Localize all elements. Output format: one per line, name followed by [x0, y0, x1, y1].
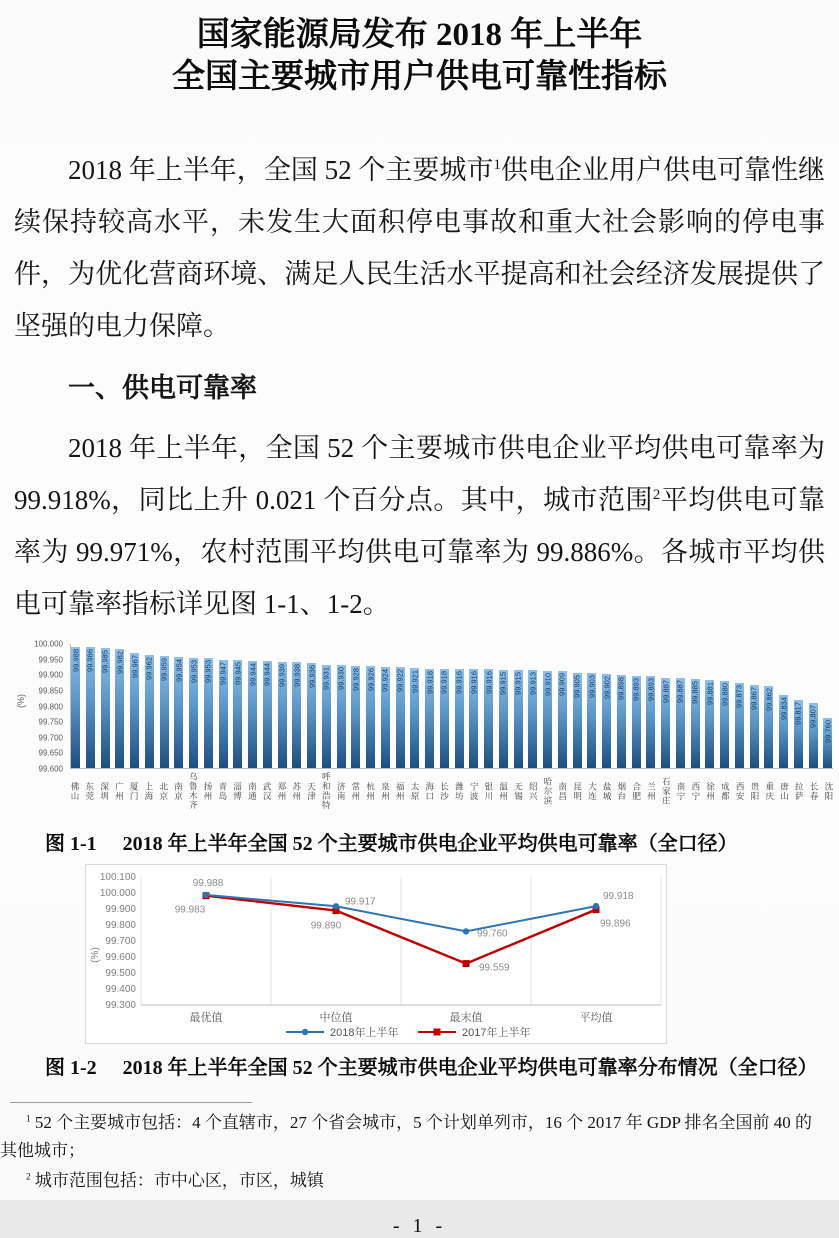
bar-category-label: 哈尔滨 — [543, 776, 553, 806]
bar-slot — [617, 644, 626, 768]
bar-烟台 — [617, 675, 626, 768]
footnote-2 — [0, 1167, 825, 1195]
bar-slot — [720, 644, 729, 768]
bar-乌鲁木齐 — [189, 658, 198, 768]
bar-slot — [410, 644, 419, 768]
bar-slot — [661, 644, 670, 768]
y-tick-label: 99.850 — [38, 686, 63, 696]
bar-西安 — [735, 683, 744, 768]
figure-1-1-caption — [45, 830, 825, 858]
data-point-label: 99.917 — [345, 896, 376, 908]
legend-label: 2017年上半年 — [462, 1027, 531, 1039]
bar-category-label: 合肥 — [631, 781, 642, 801]
bar-category-label: 徐州 — [705, 781, 716, 801]
bar-category-label: 西安 — [735, 781, 746, 801]
bar-category-label: 太原 — [409, 781, 420, 801]
bar-value-label: 99.967 — [130, 655, 139, 679]
data-point-marker — [203, 892, 209, 898]
bar-扬州 — [204, 658, 213, 768]
bar-slot — [189, 644, 198, 768]
bar-slot — [322, 644, 331, 768]
bar-category-label: 南通 — [247, 781, 258, 801]
legend-swatch-marker — [434, 1029, 441, 1036]
y-tick-label: 99.950 — [38, 655, 63, 665]
bar-value-label: 99.916 — [484, 671, 493, 695]
bar-西宁 — [691, 679, 700, 768]
bar-厦门 — [130, 653, 139, 768]
data-point-label: 99.896 — [600, 918, 631, 930]
bar-value-label: 99.807 — [808, 705, 818, 729]
bar-category-label: 东莞 — [84, 781, 95, 801]
bar-category-label: 温州 — [498, 781, 509, 801]
bar-昆明 — [573, 673, 582, 768]
bar-value-label: 99.954 — [174, 659, 184, 683]
bar-category-label: 沈阳 — [823, 781, 834, 801]
bar-slot — [219, 644, 228, 768]
bar-slot — [499, 644, 508, 768]
y-tick-label: 100.000 — [34, 639, 63, 649]
bar-slot — [484, 644, 493, 768]
bar-slot — [823, 644, 832, 768]
data-point-label: 99.890 — [310, 920, 342, 932]
bar-value-label: 99.953 — [189, 659, 198, 683]
paragraph-1 — [14, 144, 825, 352]
bar-value-label: 99.944 — [248, 662, 257, 686]
x-category-label: 最优值 — [189, 1012, 223, 1024]
bar-value-label: 99.817 — [793, 702, 803, 726]
bar-南昌 — [558, 671, 567, 768]
bar-潍坊 — [455, 669, 464, 768]
data-point-label: 99.918 — [603, 891, 634, 903]
bar-category-label: 青岛 — [217, 781, 228, 801]
bar-value-label: 99.986 — [85, 649, 95, 673]
x-category-label: 中位值 — [319, 1012, 353, 1024]
bar-value-label: 99.915 — [498, 671, 508, 695]
bar-category-label: 长沙 — [439, 781, 450, 801]
bar-value-label: 99.926 — [366, 668, 375, 692]
bar-value-label: 99.893 — [631, 678, 641, 702]
footnote-ref-2: 2 — [652, 487, 661, 503]
bar-拉萨 — [794, 700, 803, 768]
y-tick-label: 99.900 — [105, 904, 136, 915]
bar-value-label: 99.887 — [675, 680, 685, 704]
bar-slot — [233, 644, 242, 768]
bar-value-label: 99.962 — [144, 656, 154, 680]
bar-slot — [130, 644, 139, 768]
bar-category-label: 郑州 — [276, 781, 287, 801]
bar-长沙 — [440, 669, 449, 768]
bar-value-label: 99.834 — [779, 696, 788, 720]
bar-value-label: 99.930 — [336, 666, 346, 690]
bar-value-label: 99.918 — [439, 670, 449, 694]
data-point-marker — [333, 903, 339, 909]
bar-category-label: 上海 — [143, 781, 154, 801]
bar-slot — [779, 644, 788, 768]
bar-value-label: 99.959 — [159, 657, 169, 681]
bar-category-label: 唐山 — [779, 781, 790, 801]
bar-slot — [676, 644, 685, 768]
bar-slot — [381, 644, 390, 768]
bar-category-label: 银川 — [483, 781, 494, 801]
bar-category-label: 乌鲁木齐 — [188, 772, 199, 810]
bar-value-label: 99.898 — [616, 676, 626, 700]
line-chart-svg — [86, 865, 664, 1041]
bar-哈尔滨 — [543, 671, 552, 768]
bar-slot — [263, 644, 272, 768]
bar-天津 — [307, 663, 316, 768]
bar-slot — [691, 644, 700, 768]
bar-category-label: 呼和浩特 — [321, 772, 332, 810]
bar-category-label: 北京 — [158, 781, 169, 801]
bar-category-label: 武汉 — [262, 781, 273, 801]
bar-value-label: 99.880 — [720, 682, 729, 706]
bar-广州 — [115, 649, 124, 768]
page-title — [0, 0, 839, 98]
bar-value-label: 99.928 — [351, 667, 361, 691]
bar-category-label: 广州 — [114, 781, 125, 801]
bar-category-label: 绍兴 — [528, 781, 539, 801]
bar-slot — [204, 644, 213, 768]
paragraph-2-text-cont: 平均供电可靠率为 99.971%，农村范围平均供电可靠率为 99.886%。各城市平均供电可靠率指标详见图 1-1、1-2。 — [14, 485, 825, 619]
bar-银川 — [484, 669, 493, 768]
bar-福州 — [396, 667, 405, 768]
bar-value-label: 99.916 — [454, 671, 464, 695]
data-point-marker — [463, 928, 469, 934]
bar-category-label: 淄博 — [232, 781, 243, 801]
bar-category-label: 佛山 — [70, 781, 80, 801]
bar-slot — [750, 644, 759, 768]
y-tick-label: 99.800 — [38, 702, 63, 711]
bar-value-label: 99.982 — [115, 650, 125, 674]
data-point-label: 99.760 — [477, 928, 508, 940]
bar-category-label: 大连 — [587, 781, 598, 801]
footnote-1-marker: 1 — [26, 1114, 31, 1125]
page-number: - 1 - — [392, 1215, 447, 1237]
footnote-separator — [10, 1102, 252, 1103]
bar-value-label: 99.913 — [528, 672, 538, 696]
y-tick-label: 99.800 — [105, 920, 136, 931]
bar-value-label: 99.862 — [764, 688, 774, 712]
bar-value-label: 99.939 — [277, 664, 287, 688]
y-tick-label: 99.500 — [105, 968, 136, 979]
bar-slot — [602, 644, 611, 768]
bar-category-label: 海口 — [424, 781, 435, 801]
bar-value-label: 99.887 — [661, 680, 670, 704]
bar-slot — [809, 644, 818, 768]
bar-南宁 — [676, 678, 685, 768]
bar-category-label: 深圳 — [99, 781, 110, 801]
bar-沈阳 — [823, 718, 832, 768]
bar-slot — [86, 644, 95, 768]
bar-slot — [558, 644, 567, 768]
bar-郑州 — [278, 662, 287, 768]
bar-slot — [573, 644, 582, 768]
bar-呼和浩特 — [322, 665, 331, 768]
bar-太原 — [410, 668, 419, 768]
x-category-label: 最末值 — [449, 1012, 483, 1024]
page-title-line2: 全国主要城市用户供电可靠性指标 — [172, 59, 667, 95]
bar-category-label: 厦门 — [129, 781, 140, 801]
bar-value-label: 99.885 — [690, 680, 700, 704]
footnote-1-text: 52 个主要城市包括：4 个直辖市，27 个省会城市，5 个计划单列市，16 个 2017 年 GDP 排名全国前 40 的其他城市； — [0, 1113, 813, 1160]
bar-chart-fig-1-1 — [18, 638, 835, 824]
bar-温州 — [499, 670, 508, 768]
bar-slot — [145, 644, 154, 768]
bar-slot — [278, 644, 287, 768]
bar-东莞 — [86, 647, 95, 768]
bar-slot — [115, 644, 124, 768]
paragraph-2-text: 2018 年上半年，全国 52 个主要城市供电企业平均供电可靠率为 99.918%，同比上升 0.021 个百分点。其中，城市范围 — [14, 433, 825, 515]
bar-value-label: 99.916 — [469, 671, 479, 695]
bar-category-label: 南昌 — [557, 781, 568, 801]
bar-长春 — [809, 703, 818, 768]
bar-slot — [632, 644, 641, 768]
figure-1-2-caption-text: 2018 年上半年全国 52 个主要城市供电企业平均供电可靠率分布情况（全口径） — [122, 1057, 818, 1079]
bar-value-label: 99.873 — [734, 684, 744, 708]
data-point-label: 99.983 — [174, 904, 206, 916]
bar-唐山 — [779, 695, 788, 768]
bar-南通 — [248, 661, 257, 769]
bar-北京 — [160, 656, 169, 768]
bar-盐城 — [602, 674, 611, 768]
bar-slot — [794, 644, 803, 768]
bar-category-label: 济南 — [336, 781, 347, 801]
bar-slot — [543, 644, 552, 768]
bar-value-label: 99.947 — [218, 661, 228, 685]
bar-value-label: 99.938 — [292, 664, 302, 688]
figure-1-2-caption — [45, 1054, 825, 1082]
x-category-label: 平均值 — [579, 1012, 613, 1024]
bar-value-label: 99.905 — [572, 674, 582, 698]
bar-value-label: 99.867 — [749, 686, 759, 710]
bar-slot — [587, 644, 596, 768]
y-tick-label: 99.600 — [105, 952, 136, 963]
line-chart-fig-1-2 — [85, 864, 667, 1044]
figure-1-1-caption-label: 图 1-1 — [45, 833, 97, 855]
bar-category-label: 宁波 — [469, 781, 480, 801]
bar-slot — [440, 644, 449, 768]
bar-slot — [351, 644, 360, 768]
y-tick-label: 99.700 — [38, 733, 63, 743]
bar-slot — [469, 644, 478, 768]
footnote-ref-1: 1 — [493, 157, 501, 173]
bar-海口 — [425, 669, 434, 768]
bar-category-label: 成都 — [720, 781, 731, 801]
y-tick-label: 99.400 — [105, 984, 136, 995]
bar-成都 — [720, 681, 729, 769]
bar-category-label: 泉州 — [380, 781, 391, 801]
footnote-2-text: 城市范围包括：市中心区，市区，城镇 — [34, 1171, 324, 1190]
bar-category-label: 盐城 — [602, 781, 613, 801]
bar-上海 — [145, 655, 154, 768]
legend-swatch-marker — [302, 1029, 308, 1035]
bar-value-label: 99.881 — [705, 682, 715, 706]
bar-category-label: 南京 — [173, 781, 184, 801]
bar-category-label: 苏州 — [291, 781, 302, 801]
bar-value-label: 99.945 — [233, 662, 243, 686]
y-tick-label: 99.600 — [38, 764, 63, 774]
bar-slot — [735, 644, 744, 768]
bar-slot — [646, 644, 655, 768]
bar-category-label: 长春 — [809, 781, 820, 801]
bar-淄博 — [233, 660, 242, 768]
bar-slot — [764, 644, 773, 768]
bar-slot — [292, 644, 301, 768]
bar-slot — [248, 644, 257, 768]
bar-石家庄 — [661, 678, 670, 768]
bar-category-label: 拉萨 — [794, 781, 805, 801]
bar-value-label: 99.918 — [425, 670, 434, 694]
bar-chart-y-axis-ticks — [18, 639, 66, 774]
data-point-label: 99.988 — [192, 877, 224, 889]
bar-大连 — [587, 673, 596, 768]
paragraph-2 — [14, 422, 825, 630]
bar-category-label: 昆明 — [572, 781, 583, 801]
bar-category-label: 无锡 — [513, 781, 524, 801]
bar-slot — [307, 644, 316, 768]
bar-value-label: 99.909 — [557, 673, 567, 697]
bar-slot — [337, 644, 346, 768]
page-title-line1: 国家能源局发布 2018 年上半年 — [196, 17, 643, 53]
paragraph-1-text-cont: 供电企业用户供电可靠性继续保持较高水平，未发生大面积停电事故和重大社会影响的停电事件，为优化营商环境、满足人民生活水平提高和社会经济发展提供了坚强的电力保障。 — [14, 155, 826, 341]
data-point-marker — [463, 960, 470, 967]
bar-泉州 — [381, 667, 390, 768]
section-heading-reliability-rate: 一、供电可靠率 — [68, 373, 257, 403]
bar-slot — [514, 644, 523, 768]
bar-category-label: 常州 — [350, 781, 361, 801]
footnote-2-marker: 2 — [26, 1172, 31, 1183]
bar-chart-y-axis-title: (%) — [16, 694, 26, 708]
bar-slot — [705, 644, 714, 768]
bar-category-label: 南宁 — [676, 781, 687, 801]
paragraph-1-text: 2018 年上半年，全国 52 个主要城市 — [68, 155, 494, 185]
bar-杭州 — [366, 666, 375, 768]
bar-category-label: 贵阳 — [749, 781, 760, 801]
bar-category-label: 兰州 — [646, 781, 657, 801]
y-tick-label: 99.900 — [38, 670, 63, 680]
bar-value-label: 99.903 — [587, 675, 597, 699]
bar-slot — [366, 644, 375, 768]
bar-category-label: 西宁 — [690, 781, 701, 801]
bar-常州 — [351, 666, 360, 769]
y-tick-label: 99.300 — [105, 1000, 136, 1011]
bar-category-label: 天津 — [306, 781, 317, 801]
bar-slot — [396, 644, 405, 768]
data-point-marker — [593, 903, 599, 909]
bar-slot — [71, 644, 80, 768]
y-tick-label: 99.700 — [105, 936, 136, 947]
bar-category-label: 烟台 — [616, 781, 627, 801]
bar-兰州 — [646, 676, 655, 768]
bar-chart-x-axis-labels — [70, 772, 833, 810]
figure-1-1-caption-text: 2018 年上半年全国 52 个主要城市供电企业平均供电可靠率（全口径） — [122, 833, 738, 855]
bar-category-label: 杭州 — [365, 781, 376, 801]
bar-value-label: 99.953 — [203, 659, 213, 683]
bar-slot — [174, 644, 183, 768]
y-tick-label: 100.000 — [99, 888, 136, 899]
bar-无锡 — [514, 670, 523, 768]
footnote-1 — [0, 1109, 825, 1165]
bar-value-label: 99.924 — [380, 668, 390, 692]
y-tick-label: 99.650 — [38, 748, 63, 758]
bar-value-label: 99.915 — [513, 671, 523, 695]
bar-slot — [160, 644, 169, 768]
bar-slot — [101, 644, 110, 768]
bar-贵阳 — [750, 685, 759, 768]
bar-value-label: 99.902 — [602, 675, 611, 699]
data-point-label: 99.559 — [479, 962, 510, 974]
bar-value-label: 99.893 — [646, 678, 656, 702]
bar-value-label: 99.988 — [71, 648, 80, 672]
bar-value-label: 99.944 — [262, 662, 272, 686]
bar-深圳 — [101, 648, 110, 768]
bar-武汉 — [263, 661, 272, 769]
bar-佛山 — [71, 647, 80, 768]
bar-徐州 — [705, 680, 714, 768]
legend-label: 2018年上半年 — [330, 1027, 399, 1039]
bar-济南 — [337, 665, 346, 768]
bar-合肥 — [632, 676, 641, 768]
bar-value-label: 99.985 — [100, 649, 110, 673]
bar-青岛 — [219, 660, 228, 768]
y-tick-label: 99.750 — [38, 717, 63, 727]
bar-category-label: 福州 — [395, 781, 406, 801]
bar-chart-plot-area — [70, 644, 833, 769]
bar-category-label: 石家庄 — [661, 776, 672, 806]
bar-category-label: 重庆 — [764, 781, 775, 801]
bar-slot — [455, 644, 464, 768]
bar-value-label: 99.931 — [321, 666, 331, 690]
bar-value-label: 99.910 — [543, 673, 552, 697]
line-chart-y-axis-title: (%) — [90, 947, 101, 963]
bar-value-label: 99.922 — [395, 669, 405, 693]
bar-苏州 — [292, 662, 301, 768]
figure-1-2-caption-label: 图 1-2 — [45, 1057, 97, 1079]
bar-value-label: 99.936 — [307, 665, 316, 688]
bar-南京 — [174, 657, 183, 768]
bar-category-label: 扬州 — [203, 781, 214, 801]
bar-category-label: 潍坊 — [454, 781, 465, 801]
bar-重庆 — [764, 686, 773, 768]
bar-slot — [528, 644, 537, 768]
bar-宁波 — [469, 669, 478, 768]
bar-绍兴 — [528, 670, 537, 768]
bar-slot — [425, 644, 434, 768]
y-tick-label: 100.100 — [99, 872, 136, 883]
bar-value-label: 99.760 — [823, 720, 833, 743]
bar-value-label: 99.921 — [410, 669, 420, 693]
